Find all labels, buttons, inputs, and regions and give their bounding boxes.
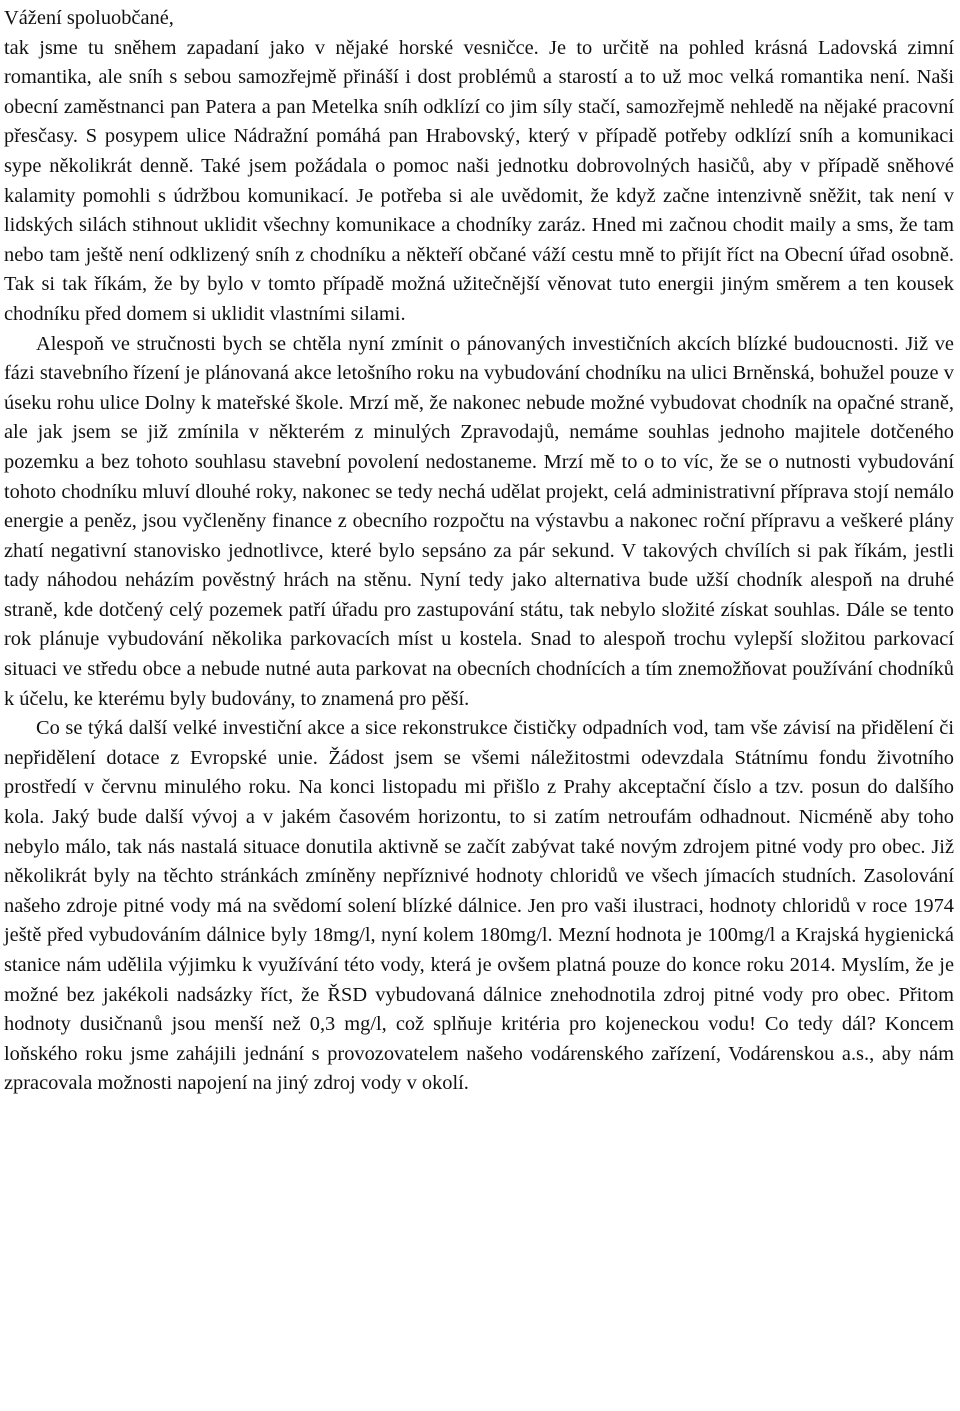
paragraph-water-treatment: Co se týká další velké investiční akce a sice rekonstrukce čističky odpadních vod, tam vše závisí na přidělení či nepřidělení dotace z Evropské unie. Žádost jsem se všemi náležitostmi odevzdala Státnímu fondu životního prostředí v červnu minulého roku. Na konci listopadu mi přišlo z Prahy akceptační číslo a tzv. posun do dalšího kola. Jaký bude další vývoj a v jakém časovém horizontu, to si zatím netroufám odhadnout. Nicméně aby toho nebylo málo, tak nás nastalá situace donutila aktivně se začít zabývat také novým zdrojem pitné vody pro obec. Již několikrát byly na těchto stránkách zmíněny nepříznivé hodnoty chloridů ve všech jímacích studních. Zasolování našeho zdroje pitné vody má na svědomí solení blízké dálnice. Jen pro vaši ilustraci, hodnoty chloridů v roce 1974 ještě před vybudováním dálnice byly 18mg/l, nyní kolem 180mg/l. Mezní hodnota je 100mg/l a Krajská hygienická stanice nám udělila výjimku k využívání této vody, která je ovšem platná pouze do konce roku 2014. Myslím, že je možné bez jakékoli nadsázky říct, že ŘSD vybudovaná dálnice znehodnotila zdroj pitné vody pro obec. Přitom hodnoty dusičnanů jsou menší než 0,3 mg/l, což splňuje kritéria pro kojeneckou vodu! Co tedy dál? Koncem loňského roku jsme zahájili jednání s provozovatelem našeho vodárenského zařízení, Vodárenskou a.s., aby nám zpracovala možnosti napojení na jiný zdroj vody v okolí. — [4, 717, 954, 1095]
letter-greeting: Vážení spoluobčané, — [4, 7, 174, 29]
letter-page — [4, 4, 954, 1099]
paragraph-investments: Alespoň ve stručnosti bych se chtěla nyní zmínit o pánovaných investičních akcích blízké budoucnosti. Již ve fázi stavebního řízení je plánovaná akce letošního roku na vybudování chodníku na ulici Brněnská, bohužel pouze v úseku rohu ulice Dolny k mateřské škole. Mrzí mě, že nakonec nebude možné vybudovat chodník na opačné straně, ale jak jsem se již zmínila v některém z minulých Zpravodajů, nemáme souhlas jednoho majitele dotčeného pozemku a bez tohoto souhlasu stavební povolení nedostaneme. Mrzí mě to o to víc, že se o nutnosti vybudování tohoto chodníku mluví dlouhé roky, nakonec se tedy nechá udělat projekt, celá administrativní příprava stojí nemálo energie a peněz, jsou vyčleněny finance z obecního rozpočtu na výstavbu a nakonec roční přípravu a veškeré plány zhatí negativní stanovisko jednotlivce, které bylo sepsáno za pár sekund. V takových chvílích si pak říkám, jestli tady náhodou neházím pověstný hrách na stěnu. Nyní tedy jako alternativa bude užší chodník alespoň na druhé straně, kde dotčený celý pozemek patří úřadu pro zastupování státu, tak nebylo složité získat souhlas. Dále se tento rok plánuje vybudování několika parkovacích míst u kostela. Snad to alespoň trochu vylepší složitou parkovací situaci ve středu obce a nebude nutné auta parkovat na obecních chodnících a tím znemožňovat používání chodníků k účelu, ke kterému byly budovány, to znamená pro pěší. — [4, 332, 954, 710]
paragraph-snow-clearing: tak jsme tu sněhem zapadaní jako v nějaké horské vesničce. Je to určitě na pohled krásná Ladovská zimní romantika, ale sníh s sebou samozřejmě přináší i dost problémů a starostí a to už moc velká romantika není. Naši obecní zaměstnanci pan Patera a pan Metelka sníh odklízí co jim síly stačí, samozřejmě nehledě na nějaké pracovní přesčasy. S posypem ulice Nádražní pomáhá pan Hrabovský, který v případě potřeby odklízí sníh a komunikaci sype několikrát denně. Také jsem požádala o pomoc naši jednotku dobrovolných hasičů, aby v případě sněhové kalamity pomohli s údržbou komunikací. Je potřeba si ale uvědomit, že když začne intenzivně sněžit, tak není v lidských silách stihnout uklidit všechny komunikace a chodníky zaráz. Hned mi začnou chodit maily a sms, že tam nebo tam ještě není odklizený sníh z chodníku a někteří občané váží cestu mně to přijít říct na Obecní úřad osobně. Tak si tak říkám, že by bylo v tomto případě možná užitečnější věnovat tuto energii jiným směrem a ten kousek chodníku před domem si uklidit vlastními silami. — [4, 36, 954, 325]
